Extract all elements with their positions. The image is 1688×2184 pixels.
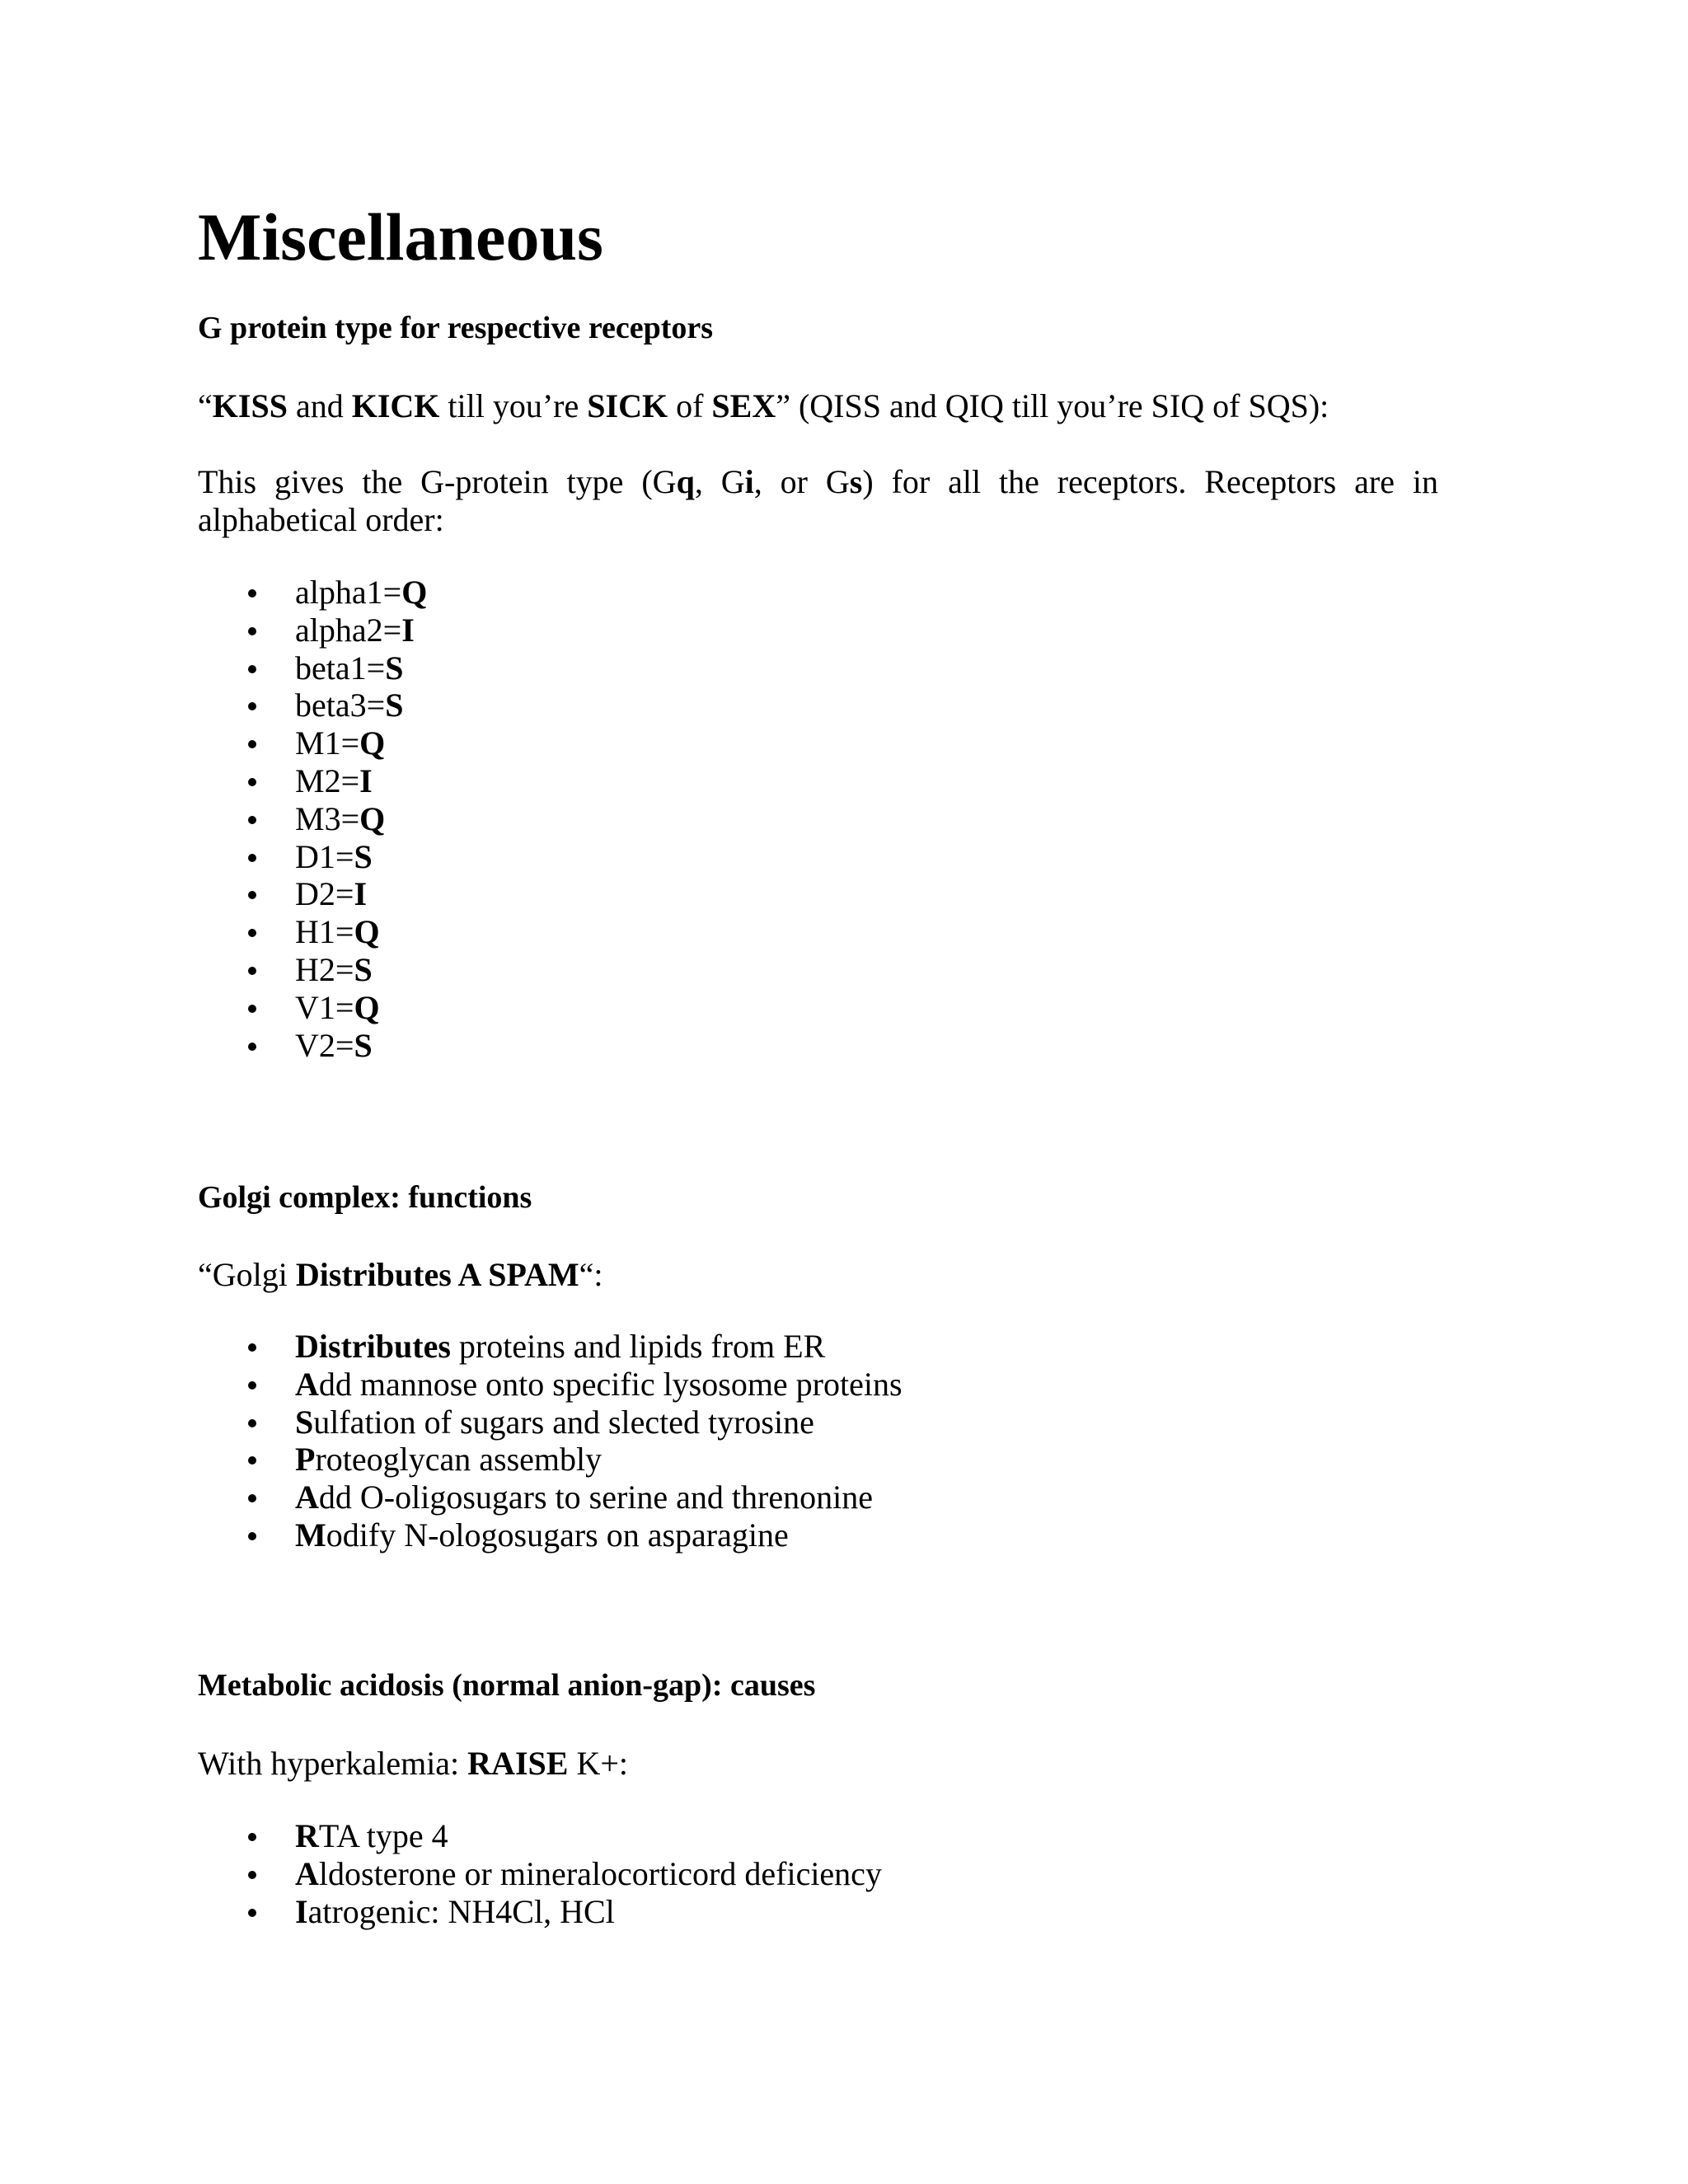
mnemonic-text: “:	[579, 1256, 603, 1293]
mnemonic-letter: P	[295, 1441, 316, 1479]
mnemonic-letter: S	[295, 1403, 314, 1441]
mnemonic-golgi	[198, 1256, 603, 1294]
list-item	[198, 1479, 903, 1516]
receptor-label: beta1=	[295, 649, 386, 687]
list-item	[198, 951, 427, 989]
list-item	[198, 1328, 903, 1366]
item-text: proteins and lipids from ER	[450, 1328, 826, 1365]
intro-text: K+:	[568, 1745, 628, 1782]
receptor-list	[198, 574, 427, 1064]
item-text: dd O-oligosugars to serine and threnonine	[318, 1479, 873, 1516]
g-protein-value: S	[385, 649, 404, 687]
list-item	[198, 875, 427, 913]
item-text: TA type 4	[318, 1817, 448, 1854]
mnemonic-letter: I	[295, 1892, 308, 1930]
mnemonic-text: of	[668, 387, 712, 424]
receptor-label: V1=	[295, 988, 354, 1026]
list-item	[198, 1441, 903, 1479]
item-text: odify N-ologosugars on asparagine	[326, 1516, 789, 1554]
item-text: ulfation of sugars and slected tyrosine	[313, 1403, 814, 1441]
section-heading-metabolic-acidosis: Metabolic acidosis (normal anion-gap): causes	[198, 1668, 816, 1703]
list-item	[198, 800, 427, 838]
mnemonic-word: SICK	[587, 387, 668, 424]
g-protein-value: Q	[354, 988, 380, 1026]
list-item	[198, 838, 427, 876]
list-item	[198, 989, 427, 1027]
mnemonic-text: and	[287, 387, 352, 424]
list-item	[198, 574, 427, 612]
list-item	[198, 1855, 882, 1893]
section-heading-g-protein: G protein type for respective receptors	[198, 311, 714, 345]
receptor-label: D2=	[295, 875, 354, 913]
item-text: roteoglycan assembly	[315, 1441, 603, 1479]
item-text: atrogenic: NH4Cl, HCl	[307, 1892, 615, 1930]
g-protein-value: Q	[359, 724, 386, 762]
page-title: Miscellaneous	[198, 199, 603, 274]
g-protein-value: Q	[354, 913, 380, 951]
acidosis-causes-list	[198, 1817, 882, 1930]
g-protein-value: Q	[401, 574, 428, 611]
g-protein-value: Q	[359, 799, 386, 837]
receptor-label: V2=	[295, 1026, 354, 1064]
receptor-label: H1=	[295, 913, 354, 951]
list-item	[198, 1516, 903, 1554]
list-item	[198, 762, 427, 800]
mnemonic-word: KISS	[212, 387, 288, 424]
explanation-text: ) for all the receptors. Receptors are in alphabetical order:	[198, 463, 1439, 538]
receptor-label: beta3=	[295, 687, 386, 724]
mnemonic-word: KICK	[351, 387, 440, 424]
g-protein-value: I	[354, 875, 368, 913]
g-protein-value: I	[359, 762, 373, 799]
list-item	[198, 687, 427, 724]
mnemonic-kiss-kick	[198, 387, 1329, 425]
mnemonic-text: till you’re	[439, 387, 588, 424]
list-item	[198, 1366, 903, 1404]
mnemonic-letter: Distributes	[295, 1328, 451, 1365]
receptor-label: alpha2=	[295, 611, 402, 649]
mnemonic-word: RAISE	[467, 1745, 569, 1782]
receptor-label: M1=	[295, 724, 360, 762]
receptor-label: M3=	[295, 799, 360, 837]
explanation-bold: s	[849, 463, 863, 500]
receptor-label: H2=	[295, 950, 354, 988]
receptor-label: M2=	[295, 762, 360, 799]
list-item	[198, 1893, 882, 1931]
golgi-functions-list	[198, 1328, 903, 1554]
receptor-label: D1=	[295, 837, 354, 875]
list-item	[198, 649, 427, 687]
explanation-text: This gives the G-protein type (G	[198, 463, 677, 500]
g-protein-value: S	[354, 837, 373, 875]
g-protein-value: S	[385, 687, 404, 724]
quote-text: “	[198, 387, 213, 424]
intro-text: With hyperkalemia:	[198, 1745, 468, 1782]
g-protein-explanation	[198, 463, 1438, 539]
list-item	[198, 1404, 903, 1441]
mnemonic-text: “Golgi	[198, 1256, 296, 1293]
mnemonic-letter: A	[295, 1365, 319, 1403]
mnemonic-text: ” (QISS and QIQ till you’re SIQ of SQS):	[776, 387, 1329, 424]
g-protein-value: I	[401, 611, 415, 649]
explanation-bold: q	[676, 463, 695, 500]
item-text: dd mannose onto specific lysosome proteins	[318, 1365, 903, 1403]
explanation-text: , or G	[753, 463, 850, 500]
mnemonic-letter: R	[295, 1817, 319, 1854]
item-text: ldosterone or mineralocorticord deficiency	[318, 1854, 882, 1892]
explanation-bold: i	[744, 463, 754, 500]
list-item	[198, 1817, 882, 1855]
explanation-text: , G	[694, 463, 745, 500]
list-item	[198, 1027, 427, 1065]
list-item	[198, 612, 427, 649]
hyperkalemia-intro	[198, 1745, 628, 1783]
g-protein-value: S	[354, 950, 373, 988]
section-heading-golgi: Golgi complex: functions	[198, 1180, 532, 1215]
mnemonic-letter: M	[295, 1516, 326, 1554]
mnemonic-letter: A	[295, 1854, 319, 1892]
g-protein-value: S	[354, 1026, 373, 1064]
mnemonic-word: SEX	[711, 387, 776, 424]
mnemonic-word: Distributes A SPAM	[295, 1256, 579, 1293]
receptor-label: alpha1=	[295, 574, 402, 611]
mnemonic-letter: A	[295, 1479, 319, 1516]
list-item	[198, 724, 427, 762]
list-item	[198, 913, 427, 951]
